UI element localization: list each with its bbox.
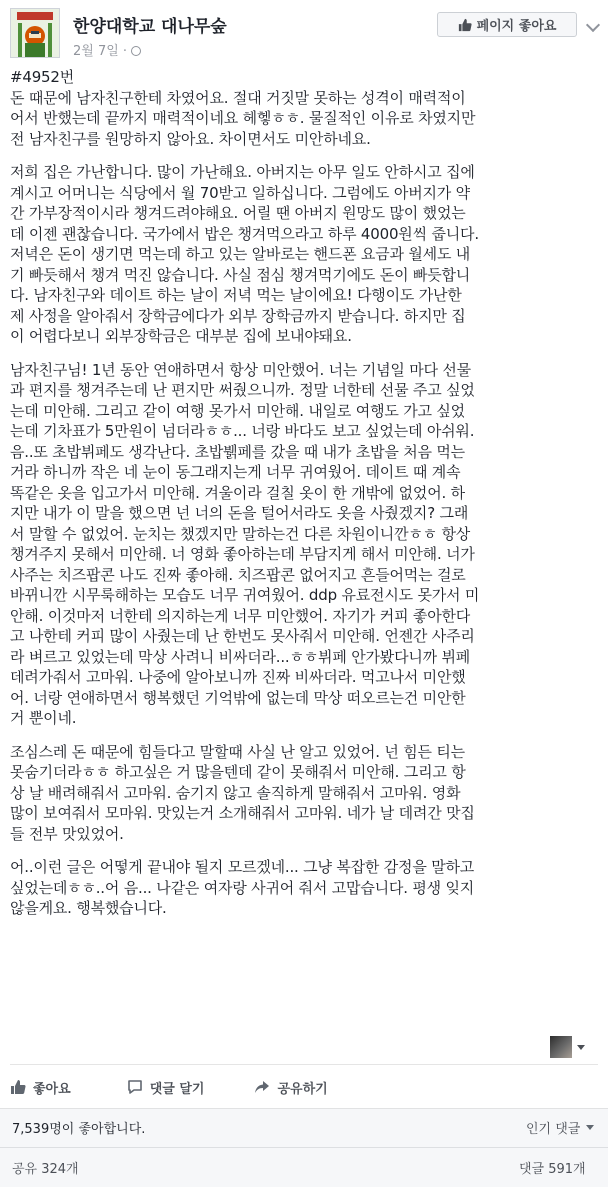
post-text-line: 어. 너랑 연애하면서 행복했던 기억밖에 없는데 막상 떠오르는건 미안한 — [10, 688, 466, 707]
bamboo-forest-logo — [11, 9, 59, 57]
paragraph-gap — [10, 844, 600, 857]
paragraph-gap — [10, 347, 600, 360]
post-date[interactable] — [73, 40, 141, 59]
page-name-link[interactable]: 한양대학교 대나무숲 — [73, 17, 227, 37]
comment-button[interactable] — [127, 1078, 205, 1097]
post-text-line: 상 날 배려해줘서 고마워. 숨기지 않고 솔직하게 말해줘서 고마워. 영화 — [10, 783, 461, 802]
post-text-line: 많이 보여줘서 모마워. 맛있는거 소개해줘서 고마워. 네가 날 데려간 맛집 — [10, 804, 475, 822]
post-text-line: 기 빠듯해서 챙겨 먹진 않습니다. 사실 점심 챙겨먹기에도 돈이 빠듯합니 — [10, 265, 471, 284]
like-label: 좋아요 — [33, 1081, 71, 1097]
share-icon — [254, 1079, 270, 1095]
post-text-line: 과 편지를 챙겨주는데 난 편지만 써줬으니까. 정말 너한테 선물 주고 싶었 — [10, 381, 475, 399]
likes-count[interactable]: 7,539명이 좋아합니다. — [12, 1122, 146, 1137]
thumbs-up-icon — [458, 18, 472, 32]
post-text-line: 전 남자친구를 원망하지 않아요. 차이면서도 미안하네요. — [10, 129, 371, 148]
post-text-line: 고 나한테 커피 많이 사줬는데 난 한번도 못사줘서 미안해. 언젠간 사주리 — [10, 627, 475, 645]
comment-sort-dropdown[interactable] — [526, 1118, 594, 1137]
post-text-line: 조심스레 돈 때문에 힘들다고 말할때 사실 난 알고 있었어. 넌 힘든 티는 — [10, 742, 465, 761]
post-text-line: 데려가줘서 고마워. 나중에 알아보니까 진짜 비싸더라. 먹고나서 미안했 — [10, 668, 466, 686]
like-page-button[interactable] — [437, 12, 577, 37]
post-text-line: 어서 반했는데 끝까지 매력적이네요 헤헿ㅎㅎ. 물질적인 이유로 차였지만 — [10, 109, 476, 127]
reactor-avatar — [550, 1036, 572, 1058]
post-text-line: 바뀌니깐 시무룩해하는 모습도 너무 귀여웠어. ddp 유료전시도 못가서 미 — [10, 586, 480, 604]
divider — [0, 1147, 608, 1148]
post-text-line: 는데 기차표가 5만원이 넘더라ㅎㅎ... 너랑 바다도 보고 싶었는데 아쉬워. — [10, 422, 475, 440]
post-text-line: 들 전부 맛있었어. — [10, 824, 124, 843]
post-text-line: 챙겨주지 못해서 미안해. 너 영화 좋아하는데 부담지게 해서 미안해. 너가 — [10, 545, 475, 563]
post-text-line: 지만 내가 이 말을 했으면 넌 너의 돈을 털어서라도 옷을 사줬겠지? 그래 — [10, 504, 469, 522]
dropdown-arrow-icon — [577, 1045, 585, 1050]
post-text-line: 서 말할 수 없었어. 눈치는 챘겠지만 말하는건 다른 차원이니깐ㅎㅎ 항상 — [10, 524, 471, 543]
post-text-line: 데 이젠 괜찮습니다. 국가에서 밥은 챙겨먹으라고 하루 4000원씩 줍니다. — [10, 224, 479, 243]
paragraph-gap — [10, 729, 600, 742]
chevron-down-icon[interactable] — [586, 18, 600, 32]
post-text-line: 라 벼르고 있었는데 막상 사려니 비싸더라...ㅎㅎ뷔페 안가봤다니까 뷔페 — [10, 647, 471, 666]
like-button[interactable] — [10, 1078, 71, 1097]
paragraph-gap — [10, 149, 600, 162]
post-actions — [10, 1074, 598, 1100]
thumbs-up-icon — [10, 1079, 26, 1095]
post-tag[interactable]: #4952번 — [10, 68, 75, 86]
post-body — [10, 67, 600, 919]
post-header — [0, 0, 608, 60]
page-avatar[interactable] — [10, 8, 60, 58]
post-text-line: 음..또 초밥뷔페도 생각난다. 초밥뷁페를 갔을 때 내가 초밥을 처음 먹는 — [10, 442, 465, 461]
post-text-line: 간 가부장적이시라 챙겨드려야해요. 어릴 땐 아버지 원망도 많이 했었는 — [10, 204, 466, 222]
post-text-line: 않을게요. 행복했습니다. — [10, 899, 167, 917]
post-date-text[interactable]: 2월 7일 · — [73, 44, 128, 59]
post-text-line: 이 어렵다보니 외부장학금은 대부분 집에 보내야돼요. — [10, 327, 352, 345]
post-text-line: 저희 집은 가난합니다. 많이 가난해요. 아버지는 아무 일도 안하시고 집에 — [10, 163, 475, 181]
post-text-line: 다. 남자친구와 데이트 하는 날이 저녁 먹는 날이에요! 다행이도 가난한 — [10, 286, 462, 304]
comment-icon — [127, 1079, 143, 1095]
comment-label: 댓글 달기 — [149, 1081, 205, 1097]
comment-sort-label: 인기 댓글 — [526, 1122, 581, 1137]
shares-count[interactable]: 공유 324개 — [12, 1162, 79, 1177]
post-text-line: 사주는 치즈팝콘 나도 진짜 좋아해. 치즈팝콘 없어지고 흔들어먹는 걸로 — [10, 565, 466, 584]
like-page-label: 페이지 좋아요 — [476, 19, 557, 34]
post-text-line: 돈 때문에 남자친구한테 차였어요. 절대 거짓말 못하는 성격이 매력적이 — [10, 88, 466, 107]
post-text-line: 는데 미안해. 그리고 같이 여행 못가서 미안해. 내일로 여행도 가고 싶었 — [10, 401, 465, 420]
divider — [10, 1064, 598, 1065]
post-text-line: 싶었는데ㅎㅎ..어 음... 나같은 여자랑 사귀어 줘서 고맙습니다. 평생 잊지 — [10, 878, 475, 897]
post-text-line: 거 뿐이네. — [10, 709, 77, 727]
post-text-line: 못숨기더라ㅎㅎ 하고싶은 거 많을텐데 같이 못해줘서 미안해. 그리고 항 — [10, 763, 466, 781]
post-text-line: 제 사정을 알아줘서 장학금에다가 외부 장학금까지 받습니다. 하지만 집 — [10, 306, 466, 325]
post-text-line: 저녁은 돈이 생기면 먹는데 하고 있는 알바로는 핸드폰 요금과 월세도 내 — [10, 245, 471, 263]
globe-icon — [131, 46, 141, 56]
post-text-line: 거라 하니까 작은 네 눈이 동그래지는게 너무 귀여웠어. 데이트 때 계속 — [10, 463, 461, 481]
post-text-line: 똑같은 옷을 입고가서 미안해. 겨울이라 걸칠 옷이 한 개밖에 없었어. 하 — [10, 483, 465, 502]
comments-count[interactable]: 댓글 591개 — [519, 1162, 586, 1177]
post-text-line: 안해. 이것마저 너한테 의지하는게 너무 미안했어. 자기가 커피 좋아한다 — [10, 606, 471, 625]
dropdown-arrow-icon — [586, 1125, 594, 1130]
post-text-line: 어..이런 글은 어떻게 끝내야 될지 모르겠네... 그냥 복잡한 감정을 말하고 — [10, 858, 475, 876]
reactor-selector[interactable] — [550, 1036, 585, 1058]
share-button[interactable] — [254, 1078, 327, 1097]
post-text-line: 계시고 어머니는 식당에서 월 70받고 일하십니다. 그럼에도 아버지가 약 — [10, 183, 470, 202]
share-label: 공유하기 — [277, 1081, 328, 1097]
post-text-line: 남자친구님! 1년 동안 연애하면서 항상 미안했어. 너는 기념일 마다 선물 — [10, 360, 471, 379]
